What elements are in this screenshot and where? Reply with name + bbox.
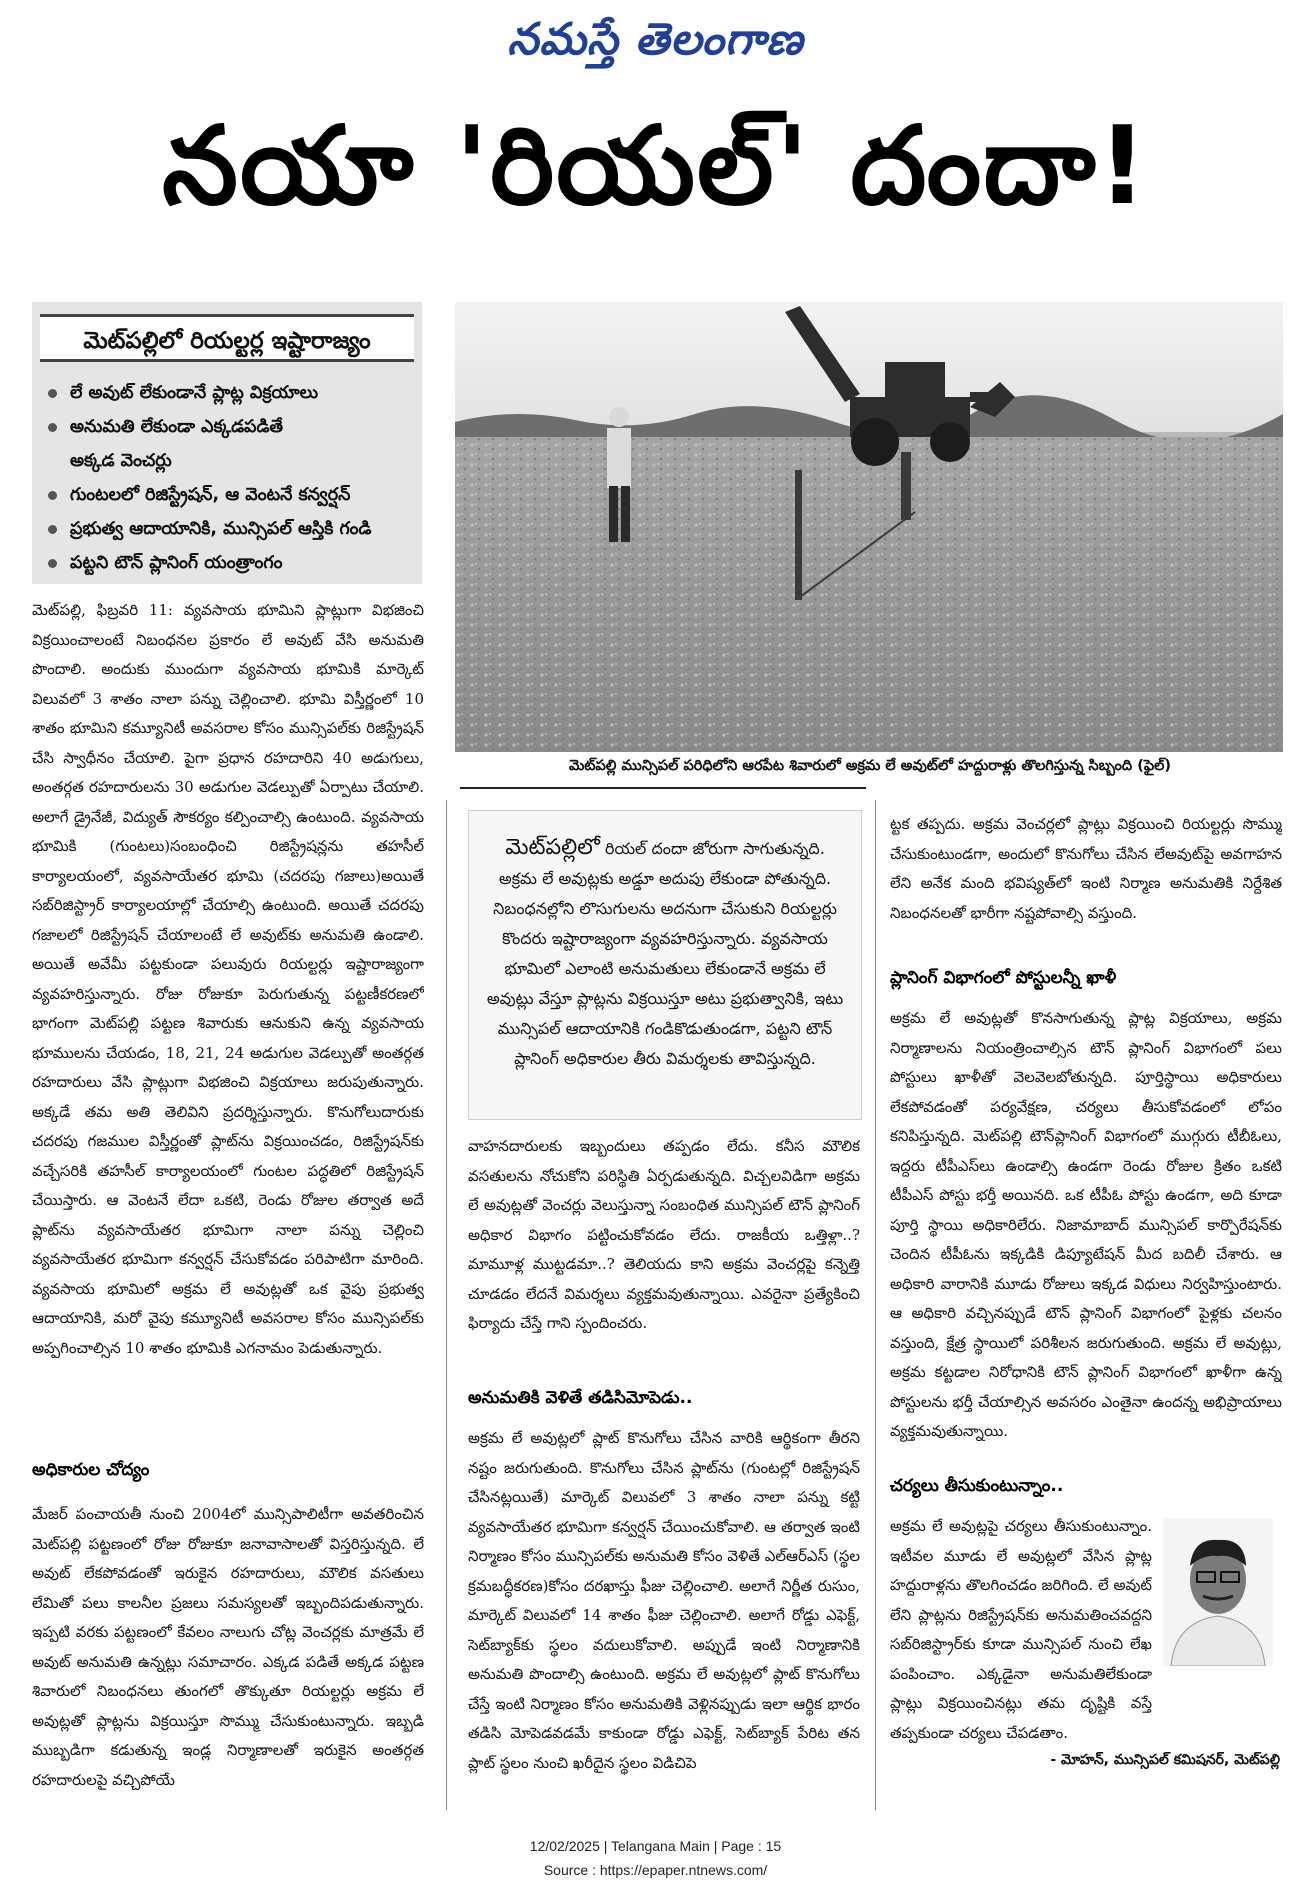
commissioner-signature: - మోహన్, మున్సిపల్ కమిషనర్, మెట్‌పల్లి xyxy=(1050,1752,1280,1768)
article-body-col2: వాహనదారులకు ఇబ్బందులు తప్పడం లేదు. కనీస మౌలిక వసతులను నోచుకోని పరిస్థితి ఏర్పడుతున్నది. విచ్చలవిడిగా అక్రమ లే అవుట్లతో వెంచర్లు వెలుస్తున్నా సంబంధిత మున్సిపల్ టౌన్ ప్లానింగ్ అధికార విభాగం పట్టించుకోవడం లేదు. రాజకీయ ఒత్తిళ్లా..? మామూళ్ల ముట్టడమా..? తెలియదు కాని అక్రమ వెంచర్లపై కన్నెత్తి చూడడం లేదనే విమర్శలు వ్యక్తమవుతున్నాయి. ఎవరైనా ప్రత్యేకించి ఫిర్యాదు చేస్తే గాని స్పందించరు. xyxy=(468,1137,860,1332)
subhead-officials: అధికారుల చోద్యం xyxy=(32,1460,150,1480)
field-photo-image xyxy=(455,302,1283,752)
masthead-logo: నమస్తే తెలంగాణ xyxy=(507,14,804,65)
highlight-text: లే అవుట్ లేకుండానే ప్లాట్ల విక్రయాలు xyxy=(70,383,319,403)
article-body-col2-part2: అక్రమ లే అవుట్లలో ప్లాట్ కొనుగోలు చేసిన వారికి ఆర్థికంగా తీరని నష్టం జరుగుతుంది. కొనుగోలు చేసిన ప్లాట్‌ను (గుంటల్లో రిజిస్ట్రేషన్ చేసినట్లయితే) మార్కెట్ విలువలో 3 శాతం నాలా పన్ను కట్టి వ్యవసాయేతర భూమిగా కన్వర్షన్ చేయించుకోవాలి. ఆ తర్వాత ఇంటి నిర్మాణం కోసం మున్సిపల్‌కు అనుమతి కోసం వెళితే ఎల్ఆర్ఎస్ (స్థల క్రమబద్ధీకరణ)కోసం దరఖాస్తు ఫీజు చెల్లించాలి. అలాగే నిర్ణీత రుసుం, మార్కెట్ విలువలో 14 శాతం ఫీజు చెల్లించాలి. అలాగే రోడ్డు ఎఫెక్ట్, సెట్‌బ్యాక్‌కు స్థలం వదులుకోవాలి. అప్పుడే ఇంటి నిర్మాణానికి అనుమతి పొందాల్సి ఉంటుంది. అక్రమ లే అవుట్లలో ప్లాట్ కొనుగోలు చేస్తే ఇంటి నిర్మాణం కోసం అనుమతికి వెళ్లినప్పుడు ఇలా ఆర్థిక భారం తడిసి మోపెడవడమే కాకుండా రోడ్డు ఎఫెక్ట్, సెట్‌బ్యాక్ పేరిట తన ప్లాట్ స్థలం నుంచి ఖరీదైన స్థలం విడిచిపె xyxy=(468,1429,860,1772)
bullet-icon xyxy=(48,423,57,432)
highlight-item xyxy=(44,410,416,478)
page-info: 12/02/2025 | Telangana Main | Page : 15 xyxy=(529,1838,782,1854)
headline: నయా 'రియల్' దందా! xyxy=(162,104,1149,229)
highlight-text: ప్రభుత్వ ఆదాయానికి, మున్సిపల్ ఆస్తికి గండి xyxy=(70,519,372,539)
subhead-vacancies: ప్లానింగ్ విభాగంలో పోస్టులన్నీ ఖాళీ xyxy=(890,968,1117,988)
column-divider xyxy=(875,800,876,1810)
bullet-icon xyxy=(48,559,57,568)
highlight-text: పట్టని టౌన్ ప్లానింగ్ యంత్రాంగం xyxy=(70,553,283,573)
commissioner-quote: అక్రమ లే అవుట్లపై చర్యలు తీసుకుంటున్నాం. ఇటీవల మూడు లే అవుట్లలో వేసిన ప్లాట్ల హద్దురాళ్లను తొలగించడం జరిగింది. లే అవుట్ లేని ప్లాట్లను రిజిస్ట్రేషన్‌కు అనుమతించవద్దని సబ్‌రిజిస్ట్రార్‌కు కూడా మున్సిపల్ నుంచి లేఖ పంపించాం. ఎక్కడైనా అనుమతిలేకుండా ప్లాట్లు విక్రయించినట్లు తమ దృష్టికి వస్తే తప్పకుండా చర్యలు చేపడతాం. xyxy=(890,1517,1152,1742)
bullet-icon xyxy=(48,491,57,500)
subhead-permission: అనుమతికి వెళితే తడిసిమోపెడు.. xyxy=(468,1388,693,1408)
highlight-item xyxy=(44,546,416,580)
article-body-col3-part2: అక్రమ లే అవుట్లతో కొనసాగుతున్న ప్లాట్ల విక్రయాలు, అక్రమ నిర్మాణాలను నియంత్రించాల్సిన టౌన్ ప్లానింగ్ విభాగంలో పలు పోస్టులు ఖాళీతో వెలవెలబోతున్నది. పూర్తిస్థాయి అధికారులు లేకపోవడంతో పర్యవేక్షణ, చర్యలు తీసుకోవడంలో లోపం కనిపిస్తున్నది. మెట్‌పల్లి టౌన్‌ప్లానింగ్ విభాగంలో ముగ్గురు టీబీఓలు, ఇద్దరు టీపీఎస్‌లు ఉండాల్సి ఉండగా రెండు రోజుల క్రితం ఒకటి టీపీఎస్ పోస్టు భర్తీ అయినది. ఒక టీపీఓ పోస్టు ఉండగా, అది కూడా పూర్తి స్థాయి అధికారిలేరు. నిజామాబాద్ మున్సిపల్ కార్పొరేషన్‌కు చెందిన టీపీఓను ఇక్కడికి డిప్యూటేషన్ మీద బదిలీ చేశారు. ఆ అధికారి వారానికి మూడు రోజులు ఇక్కడ విధులు నిర్వహిస్తుంటారు. ఆ అధికారి వచ్చినప్పుడే టౌన్ ప్లానింగ్ విభాగంలో పైళ్లకు చలనం వస్తుంది, క్షేత్ర స్థాయిలో పరిశీలన జరుగుతుంది. అక్రమ లే అవుట్లు, అక్రమ కట్టడాల నిరోధానికి టౌన్ ప్లానింగ్ విభాగంలో ఖాళీగా ఉన్న పోస్టులను భర్తీ చేయాల్సిన అవసరం ఎంతైనా ఉందన్న అభిప్రాయాలు వ్యక్తమవుతున్నాయి. xyxy=(890,1009,1282,1440)
pull-quote-text xyxy=(485,833,845,1074)
highlights-list xyxy=(44,376,416,580)
caption-rule xyxy=(460,787,866,789)
highlights-box xyxy=(32,302,422,584)
pull-quote xyxy=(468,810,862,1120)
field-photo xyxy=(455,302,1283,752)
highlights-title: మెట్‌పల్లిలో రియల్టర్ల ఇష్టారాజ్యం xyxy=(40,314,414,362)
bullet-icon xyxy=(48,525,57,534)
article-body-col1-part2: మేజర్ పంచాయతీ నుంచి 2004లో మున్సిపాలిటీగా అవతరించిన మెట్‌పల్లి పట్టణంలో రోజు రోజుకూ జనావాసాలతో విస్తరిస్తున్నది. లే అవుట్ లేకపోవడంతో ఇరుకైన రహదారులు, మౌలిక వసతులు లేమితో పలు కాలనీల ప్రజలు సమస్యలతో ఇబ్బందిపడుతున్నారు. ఇప్పటి వరకు పట్టణంలో కేవలం నాలుగు చోట్ల వెంచర్లకు మాత్రమే లే అవుట్ అనుమతి ఉన్నట్లు సమాచారం. ఎక్కడ పడితే అక్కడ పట్టణ శివారులో నిబంధనలు తుంగలో తొక్కుతూ రియల్టర్లు అక్రమ లే అవుట్లతో ప్లాట్లను విక్రయిస్తూ సొమ్ము చేసుకుంటున్నారు. ఇబ్బడి ముబ్బడిగా కడుతున్న ఇండ్ల నిర్మాణాలతో ఇరుకైన అంతర్గత రహదారులపై వచ్చిపోయే xyxy=(32,1505,424,1789)
article-body-col1: మెట్‌పల్లి, ఫిబ్రవరి 11: వ్యవసాయ భూమిని ప్లాట్లుగా విభజించి విక్రయించాలంటే నిబంధనల ప్రకారం లే అవుట్ వేసి అనుమతి పొందాలి. అందుకు ముందుగా వ్యవసాయ భూమికి మార్కెట్ విలువలో 3 శాతం నాలా పన్ను చెల్లించాలి. భూమి విస్తీర్ణంలో 10 శాతం భూమిని కమ్యూనిటీ అవసరాల కోసం మున్సిపల్‌కు రిజిస్ట్రేషన్ చేసి స్వాధీనం చేయాలి. పైగా ప్రధాన రహదారిని 40 అడుగులు, అంతర్గత రహదారులను 30 అడుగుల వెడల్పుతో ఏర్పాటు చేయాలి. అలాగే డ్రైనేజీ, విద్యుత్ సౌకర్యం కల్పించాల్సి ఉంటుంది. వ్యవసాయ భూమికి (గుంటలు)సంబంధించి రిజిస్ట్రేషన్లను తహసీల్ కార్యాలయంలో, వ్యవసాయేతర భూమి (చదరపు గజాలు)అయితే సబ్‌రిజిస్ట్రార్ కార్యాలయాల్లో చేయాల్సి ఉంటుంది. అయితే చదరపు గజాలలో రిజిస్ట్రేషన్ చేయాలంటే లే అవుట్‌కు అనుమతి ఉండాలి. అయితే అవేమీ పట్టకుండా పలువురు రియల్టర్లు ఇష్టారాజ్యంగా వ్యవహరిస్తున్నారు. రోజు రోజుకూ పెరుగుతున్న పట్టణీకరణలో భాగంగా మెట్‌పల్లి పట్టణ శివారుకు ఆనుకుని ఉన్న వ్యవసాయ భూములను చేయడం, 18, 21, 24 అడుగుల వెడల్పుతో అంతర్గత రహదారులు వేసి ప్లాట్లుగా విభజించి విక్రయాలు జరుపుతున్నారు. అక్కడే తమ అతి తెలివిని ప్రదర్శిస్తున్నారు. కొనుగోలుదారుకు చదరపు గజముల విస్తీర్ణంతో ప్లాట్‌ను విక్రయించడం, రిజిస్ట్రేషన్‌కు వచ్చేసరికి తహసీల్ కార్యాలయంలో గుంటల పద్ధతిలో రిజిస్ట్రేషన్ చేయిస్తారు. ఆ వెంటనే లేదా ఒకటి, రెండు రోజుల తర్వాత అదే ప్లాట్‌ను వ్యవసాయేతర భూమిగా నాలా పన్ను చెల్లించి వ్యవసాయేతర భూమిగా కన్వర్షన్ చేసుకోవడం పరిపాటిగా మారింది. వ్యవసాయ భూమిలో అక్రమ లే అవుట్లతో ఒక వైపు ప్రభుత్వ ఆదాయానికి, మరో వైపు కమ్యూనిటీ అవసరాల కోసం మున్సిపల్‌కు అప్పగించాల్సిన 10 శాతం భూమికి ఎగనామం పెడుతున్నారు. xyxy=(32,601,424,1357)
column-divider xyxy=(446,800,447,1810)
portrait-image xyxy=(1163,1518,1273,1666)
pull-quote-body: రియల్ దందా జోరుగా సాగుతున్నది. అక్రమ లే అవుట్లకు అడ్డూ అదుపు లేకుండా పోతున్నది. నిబంధనల్లోని లొసుగులను అదనుగా చేసుకుని రియల్టర్లు కొందరు ఇష్టారాజ్యంగా వ్యవహరిస్తున్నారు. వ్యవసాయ భూమిలో ఎలాంటి అనుమతులు లేకుండానే అక్రమ లే అవుట్లు వేస్తూ ప్లాట్లను విక్రయిస్తూ అటు ప్రభుత్వానికి, ఇటు మున్సిపల్ ఆదాయానికి గండికొడుతుండగా, పట్టని టౌన్ ప్లానింగ్ అధికారుల తీరు విమర్శలకు తావిస్తున్నది. xyxy=(486,839,844,1068)
commissioner-portrait xyxy=(1163,1518,1273,1666)
photo-caption: మెట్‌పల్లి మున్సిపల్ పరిధిలోని ఆరపేట శివారులో అక్రమ లే అవుట్‌లో హద్దురాళ్లు తొలగిస్తున్న సిబ్బంది (ఫైల్) xyxy=(568,758,1172,774)
bullet-icon xyxy=(48,389,57,398)
highlight-item xyxy=(44,512,416,546)
pull-quote-lead: మెట్‌పల్లిలో xyxy=(505,835,600,860)
highlight-item xyxy=(44,478,416,512)
article-body-col3: ట్టక తప్పదు. అక్రమ వెంచర్లలో ప్లాట్లు విక్రయించి రియల్టర్లు సొమ్ము చేసుకుంటుండగా, అందులో కొనుగోలు చేసిన లేఅవుట్‌పై అవగాహన లేని అనేక మంది భవిష్యత్‌లో ఇంటి నిర్మాణ అనుమతికి నిర్దేశిత నిబంధనలతో భారీగా నష్టపోవాల్సి వస్తుంది. xyxy=(890,815,1282,922)
highlight-text: గుంటలలో రిజిస్ట్రేషన్, ఆ వెంటనే కన్వర్షన్ xyxy=(70,485,351,505)
highlight-text: అనుమతి లేకుండా ఎక్కడపడితే అక్కడ వెంచర్లు xyxy=(70,417,284,471)
subhead-action: చర్యలు తీసుకుంటున్నాం.. xyxy=(890,1476,1064,1496)
source-line: Source : https://epaper.ntnews.com/ xyxy=(543,1862,768,1878)
highlight-item xyxy=(44,376,416,410)
